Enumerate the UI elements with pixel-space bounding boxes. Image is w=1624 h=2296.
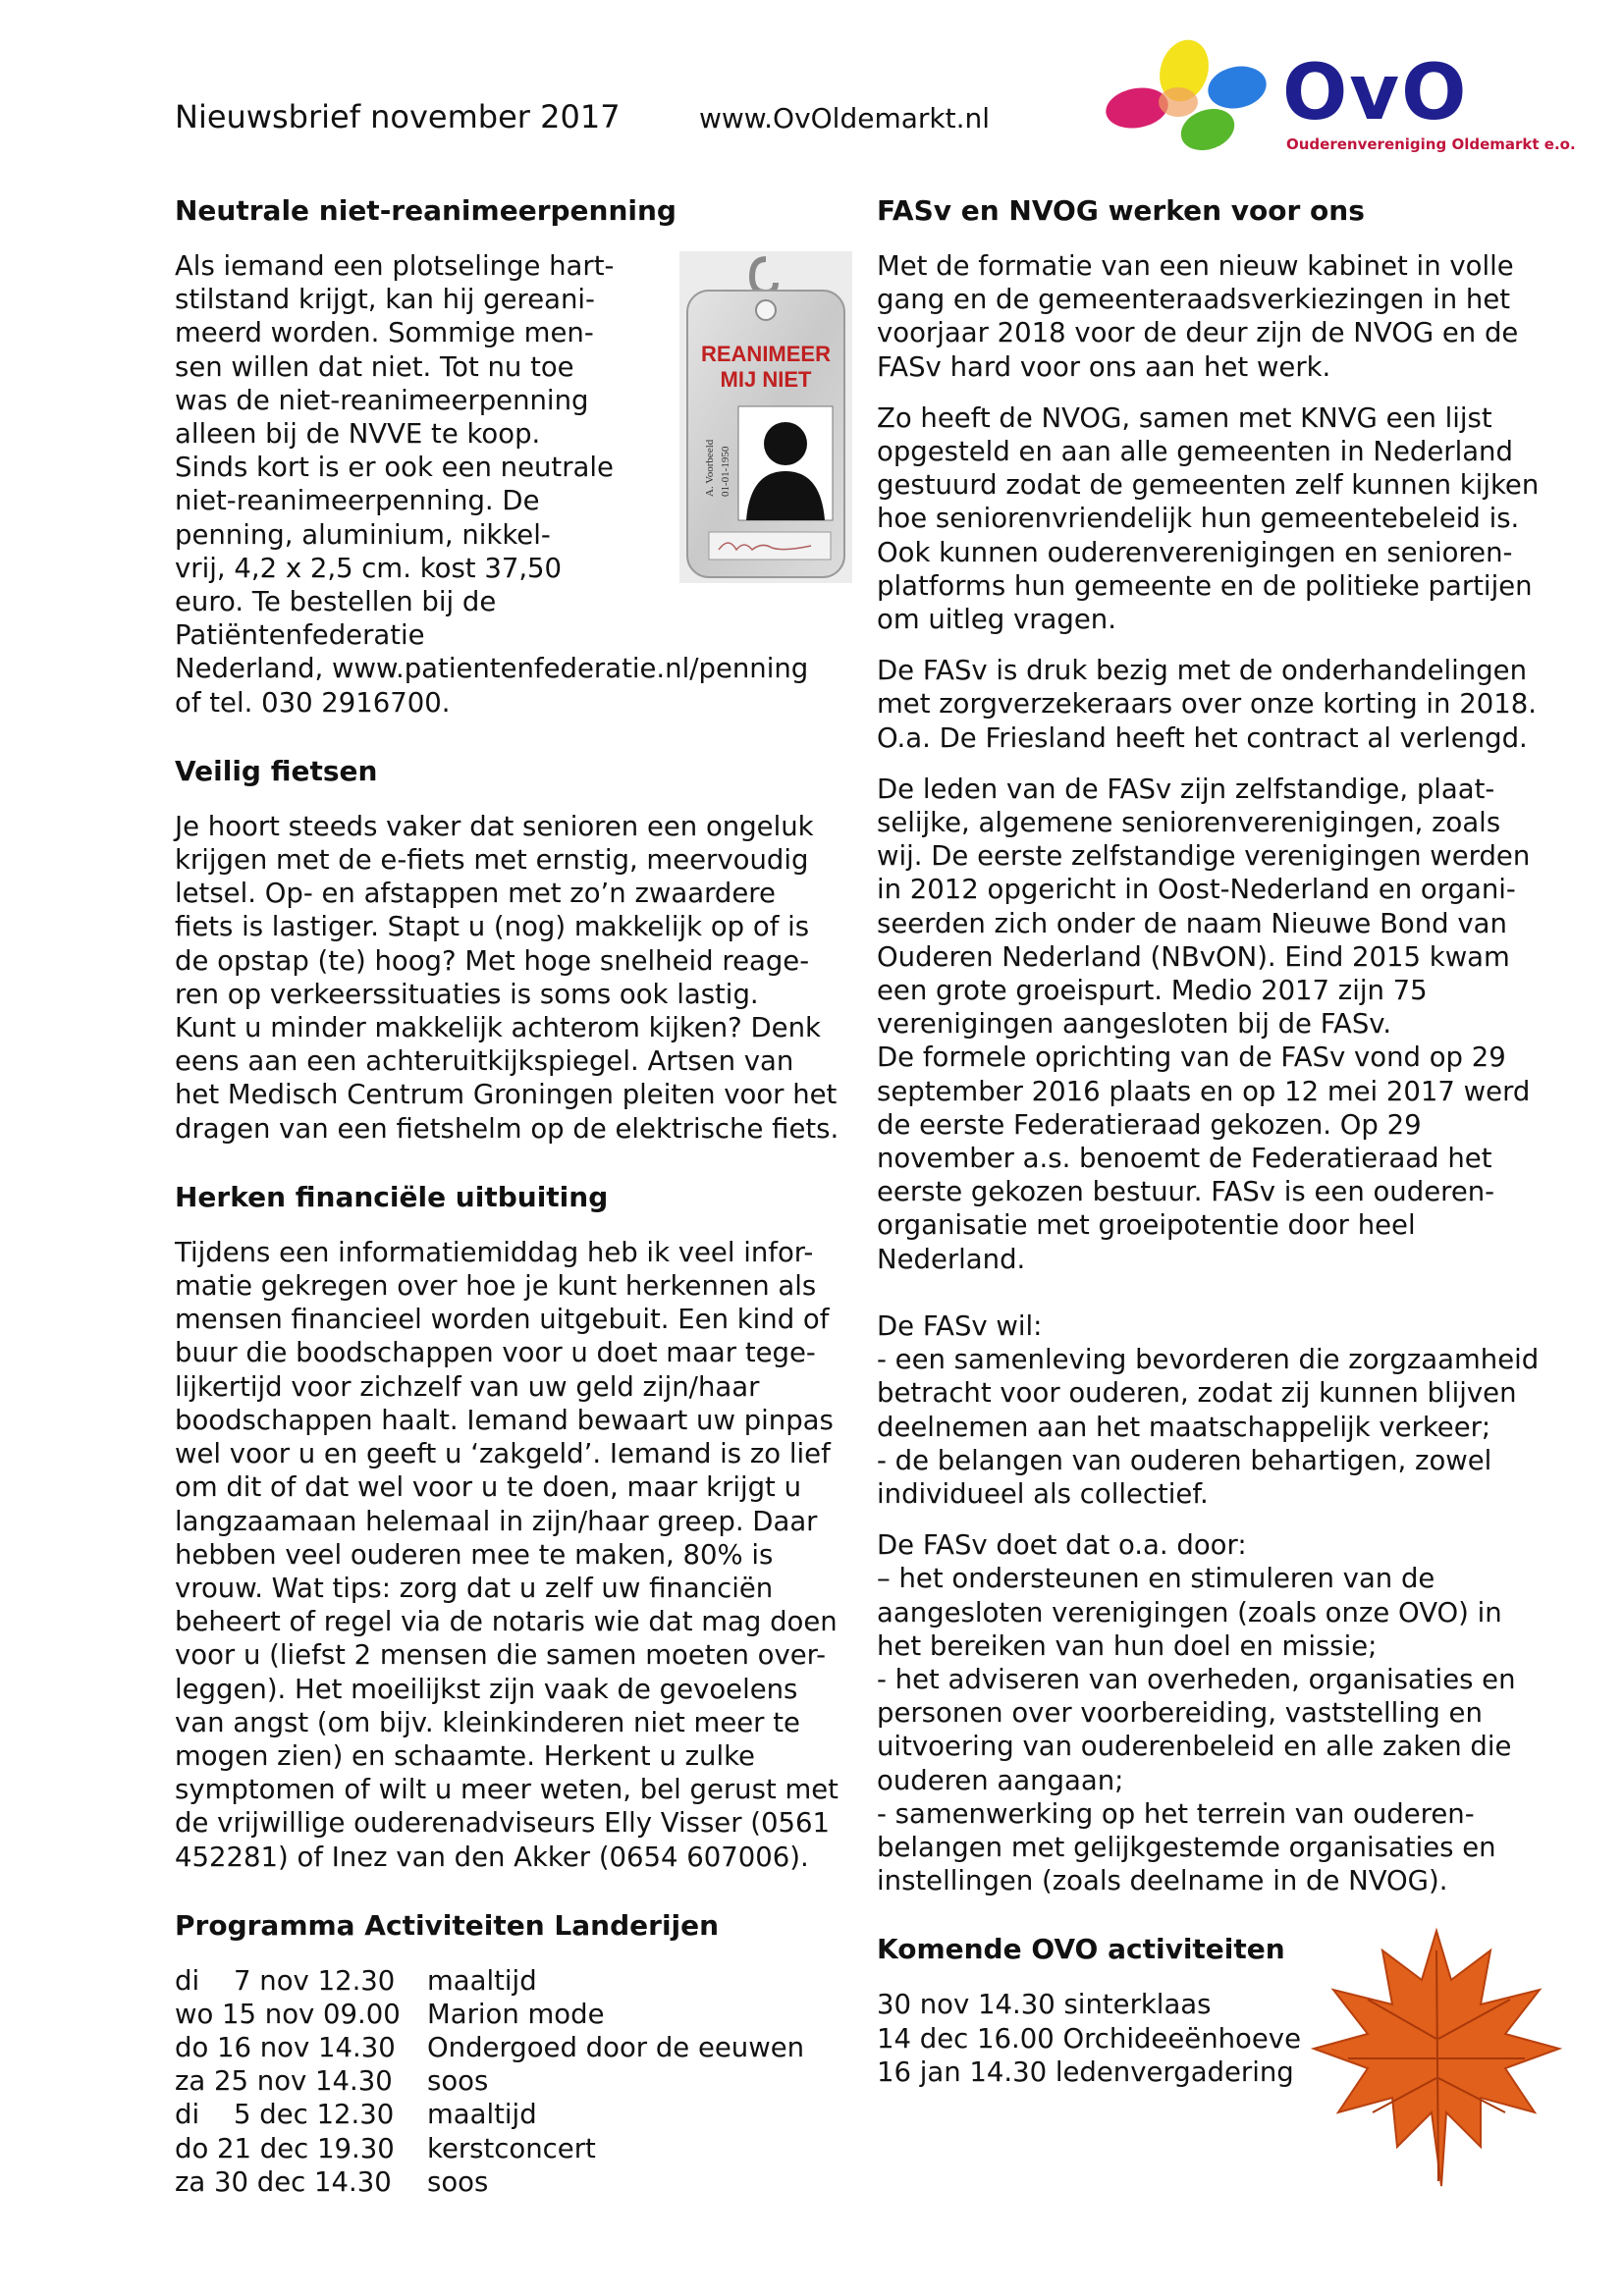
text-line: belangen met gelijkgestemde organisaties en xyxy=(877,1831,1496,1863)
text-line: gestuurd zodat de gemeenten zelf kunnen kijken xyxy=(877,469,1540,502)
text-line: om uitleg vragen. xyxy=(877,604,1116,636)
program-row xyxy=(175,2064,862,2098)
program-datetime: do 21 dec 19.30 xyxy=(175,2132,395,2164)
text-line: voor u (liefst 2 mensen die samen moeten over- xyxy=(175,1639,827,1672)
program-activity: soos xyxy=(427,2165,489,2198)
text-line: de opstap (te) hoog? Met hoge snelheid reage- xyxy=(175,944,810,977)
program-row xyxy=(175,2098,862,2131)
text-line: wel voor u en geeft u ‘zakgeld’. Iemand is zo lief xyxy=(175,1438,831,1470)
text-line: eerste gekozen bestuur. FASv is een ouderen- xyxy=(877,1176,1495,1208)
program-activity: Ondergoed door de eeuwen xyxy=(427,2032,805,2064)
text-line: het Medisch Centrum Groningen pleiten voor het xyxy=(175,1079,838,1111)
list-item xyxy=(877,1562,1564,1663)
text-line: verenigingen aangesloten bij de FASv. xyxy=(877,1008,1392,1041)
ovo-logo xyxy=(1098,33,1576,161)
section-heading: Herken financiële uitbuiting xyxy=(175,1180,609,1213)
text-line: seerden zich onder de naam Nieuwe Bond van xyxy=(877,907,1507,939)
text-line: Als iemand een plotselinge hart- xyxy=(175,250,615,282)
section-penning xyxy=(175,192,862,720)
list-intro: De FASv wil: xyxy=(877,1309,1043,1342)
text-line: een grote groeispurt. Medio 2017 zijn 75 xyxy=(877,975,1428,1007)
text-line: Zo heeft de NVOG, samen met KNVG een lijst xyxy=(877,401,1492,434)
text-line: vrouw. Wat tips: zorg dat u zelf uw financiën xyxy=(175,1572,774,1604)
section-programma-landerijen xyxy=(175,1907,862,2199)
text-line: Ouderen Nederland (NBvON). Eind 2015 kwam xyxy=(877,940,1510,973)
activity-item: 14 dec 16.00 Orchideeënhoeve xyxy=(877,2022,1301,2055)
section-fasv-nvog xyxy=(877,192,1564,1897)
program-activity: kerstconcert xyxy=(427,2132,596,2164)
text-line: de vrijwillige ouderenadviseurs Elly Visser (0561 xyxy=(175,1807,830,1840)
text-line: - het adviseren van overheden, organisaties en xyxy=(877,1663,1516,1695)
text-line: aangesloten verenigingen (zoals onze OVO) in xyxy=(877,1596,1502,1629)
text-line: voorjaar 2018 voor de deur zijn de NVOG en de xyxy=(877,317,1519,349)
logo-subtitle: Ouderenvereniging Oldemarkt e.o. xyxy=(1286,135,1576,153)
penning-date: 01-01-1950 xyxy=(720,446,731,497)
logo-wordmark: OvO xyxy=(1282,49,1469,137)
text-line: was de niet-reanimeerpenning xyxy=(175,384,589,416)
text-line: het bereiken van hun doel en missie; xyxy=(877,1629,1378,1662)
program-row xyxy=(175,1964,862,1998)
text-line: De leden van de FASv zijn zelfstandige, plaat- xyxy=(877,773,1495,805)
text-line: - een samenleving bevorderen die zorgzaamheid xyxy=(877,1344,1540,1376)
section-heading: Programma Activiteiten Landerijen xyxy=(175,1908,720,1942)
text-line: Ook kunnen ouderenverenigingen en senioren- xyxy=(877,536,1513,568)
program-activity: soos xyxy=(427,2065,489,2098)
program-activity: Marion mode xyxy=(427,1998,605,2030)
activity-item: 30 nov 14.30 sinterklaas xyxy=(877,1989,1212,2021)
text-line: O.a. De Friesland heeft het contract al verlengd. xyxy=(877,721,1528,754)
program-datetime: do 16 nov 14.30 xyxy=(175,2032,396,2064)
text-line: alleen bij de NVVE te koop. xyxy=(175,418,541,451)
text-line: penning, aluminium, nikkel- xyxy=(175,518,551,551)
text-line: sen willen dat niet. Tot nu toe xyxy=(175,350,574,383)
text-line: – het ondersteunen en stimuleren van de xyxy=(877,1563,1435,1595)
text-line: om dit of dat wel voor u te doen, maar krijgt u xyxy=(175,1471,802,1504)
text-line: meerd worden. Sommige men- xyxy=(175,317,594,349)
text-line: eens aan een achteruitkijkspiegel. Artsen van xyxy=(175,1045,794,1078)
text-line: november a.s. benoemt de Federatieraad het xyxy=(877,1143,1492,1175)
paragraph xyxy=(877,401,1564,636)
text-line: van angst (om bijv. kleinkinderen niet meer te xyxy=(175,1706,800,1738)
text-line: mensen financieel worden uitgebuit. Een kind of xyxy=(175,1304,830,1336)
left-column xyxy=(175,192,862,2199)
text-line: uitvoering van ouderenbeleid en alle zaken die xyxy=(877,1731,1512,1763)
text-line: - de belangen van ouderen behartigen, zowel xyxy=(877,1444,1492,1476)
text-line: met zorgverzekeraars over onze korting in 2018. xyxy=(877,688,1537,721)
text-line: instellingen (zoals deelname in de NVOG). xyxy=(877,1865,1448,1897)
program-datetime: za 30 dec 14.30 xyxy=(175,2165,392,2198)
list-item xyxy=(877,1797,1564,1898)
program-row xyxy=(175,2165,862,2199)
penning-name: A. Voorbeeld xyxy=(704,439,716,497)
text-line: letsel. Op- en afstappen met zo’n zwaardere xyxy=(175,878,776,910)
text-line: krijgen met de e-fiets met ernstig, meervoudig xyxy=(175,844,809,877)
text-line: leggen). Het moeilijkst zijn vaak de gevoelens xyxy=(175,1673,798,1705)
text-line: niet-reanimeerpenning. De xyxy=(175,485,540,517)
text-line: betracht voor ouderen, zodat zij kunnen blijven xyxy=(877,1377,1517,1410)
autumn-leaf-icon xyxy=(1294,1911,1579,2196)
list-intro: De FASv doet dat o.a. door: xyxy=(877,1529,1247,1562)
text-line: lijkertijd voor zichzelf van uw geld zijn/haar xyxy=(175,1370,760,1403)
program-datetime: di 5 dec 12.30 xyxy=(175,2099,395,2131)
text-line: boodschappen haalt. Iemand bewaart uw pinpas xyxy=(175,1404,834,1436)
text-line: hoe seniorenvriendelijk hun gemeentebeleid is. xyxy=(877,503,1520,535)
website-url[interactable]: www.OvOldemarkt.nl xyxy=(699,102,991,134)
section-heading: FASv en NVOG werken voor ons xyxy=(877,194,1365,227)
text-line: opgesteld en aan alle gemeenten in Nederland xyxy=(877,436,1513,468)
paragraph xyxy=(877,773,1564,1276)
penning-text-line2: MIJ NIET xyxy=(720,367,812,392)
program-activity: maaltijd xyxy=(427,1964,537,1997)
text-line: euro. Te bestellen bij de Patiëntenfederatie xyxy=(175,586,497,652)
text-line-link: Nederland, www.patientenfederatie.nl/penning xyxy=(175,653,809,685)
text-line: dragen van een fietshelm op de elektrische fiets. xyxy=(175,1112,839,1145)
section-heading: Neutrale niet-reanimeerpenning xyxy=(175,194,677,227)
text-line: mogen zien) en schaamte. Herkent u zulke xyxy=(175,1739,755,1772)
section-veilig-fietsen xyxy=(175,753,862,1146)
text-line: Je hoort steeds vaker dat senioren een ongeluk xyxy=(175,810,814,842)
text-line: Met de formatie van een nieuw kabinet in volle xyxy=(877,250,1514,282)
text-line: buur die boodschappen voor u doet maar tege- xyxy=(175,1337,816,1369)
text-line: Nederland. xyxy=(877,1243,1026,1275)
program-row xyxy=(175,2132,862,2165)
list-item xyxy=(877,1343,1564,1444)
text-line: individueel als collectief. xyxy=(877,1477,1209,1510)
text-line: 452281) of Inez van den Akker (0654 607006). xyxy=(175,1841,809,1873)
logo-balloons-icon xyxy=(1098,33,1294,161)
section-heading: Veilig fietsen xyxy=(175,754,378,787)
text-line: - samenwerking op het terrein van ouderen- xyxy=(877,1797,1475,1830)
text-line: wij. De eerste zelfstandige verenigingen werden xyxy=(877,840,1531,873)
newsletter-title: Nieuwsbrief november 2017 xyxy=(175,98,621,135)
paragraph xyxy=(877,249,1564,384)
text-line: stilstand krijgt, kan hij gereani- xyxy=(175,284,595,316)
section-heading: Komende OVO activiteiten xyxy=(877,1933,1285,1966)
text-line: of tel. 030 2916700. xyxy=(175,686,451,719)
section-komende-activiteiten xyxy=(877,1931,1564,2089)
text-line: Sinds kort is er ook een neutrale xyxy=(175,452,614,484)
text-line: hebben veel ouderen mee te maken, 80% is xyxy=(175,1538,774,1571)
text-line: Tijdens een informatiemiddag heb ik veel infor- xyxy=(175,1236,814,1268)
text-line: langzaamaan helemaal in zijn/haar greep. Daar xyxy=(175,1505,818,1537)
text-line: gang en de gemeenteraadsverkiezingen in het xyxy=(877,284,1511,316)
text-line: symptomen of wilt u meer weten, bel gerust met xyxy=(175,1774,839,1806)
text-line: personen over voorbereiding, vaststelling en xyxy=(877,1697,1483,1730)
program-datetime: wo 15 nov 09.00 xyxy=(175,1998,401,2030)
list-item xyxy=(877,1663,1564,1797)
text-line: ouderen aangaan; xyxy=(877,1764,1124,1796)
text-line: de eerste Federatieraad gekozen. Op 29 xyxy=(877,1108,1422,1141)
reanimeer-penning-image xyxy=(679,251,852,583)
program-row xyxy=(175,2031,862,2064)
list-item xyxy=(877,1444,1564,1511)
text-line: platforms hun gemeente en de politieke partijen xyxy=(877,569,1533,602)
program-row xyxy=(175,1998,862,2031)
program-activity: maaltijd xyxy=(427,2099,537,2131)
text-line: in 2012 opgericht in Oost-Nederland en organi- xyxy=(877,874,1516,906)
text-line: De formele oprichting van de FASv vond op 29 xyxy=(877,1041,1506,1074)
text-line: organisatie met groeipotentie door heel xyxy=(877,1209,1416,1242)
text-line: deelnemen aan het maatschappelijk verkeer; xyxy=(877,1411,1491,1443)
text-line: Kunt u minder makkelijk achterom kijken? Denk xyxy=(175,1012,821,1044)
section-financiele-uitbuiting xyxy=(175,1179,862,1874)
right-column xyxy=(877,192,1564,2089)
text-line: vrij, 4,2 x 2,5 cm. kost 37,50 xyxy=(175,552,563,584)
text-line: beheert of regel via de notaris wie dat mag doen xyxy=(175,1606,838,1638)
paragraph xyxy=(877,654,1564,755)
text-line: FASv hard voor ons aan het werk. xyxy=(877,350,1331,383)
penning-text-line1: REANIMEER xyxy=(700,342,832,366)
text-line: ren op verkeerssituaties is soms ook lastig. xyxy=(175,978,759,1010)
program-datetime: za 25 nov 14.30 xyxy=(175,2065,393,2098)
text-line: fiets is lastiger. Stapt u (nog) makkelijk op of is xyxy=(175,911,810,943)
text-line: De FASv is druk bezig met de onderhandelingen xyxy=(877,655,1528,687)
text-line: selijke, algemene seniorenverenigingen, zoals xyxy=(877,807,1501,839)
text-line: matie gekregen over hoe je kunt herkennen als xyxy=(175,1270,817,1303)
activity-item: 16 jan 14.30 ledenvergadering xyxy=(877,2056,1294,2088)
program-datetime: di 7 nov 12.30 xyxy=(175,1964,396,1997)
text-line: september 2016 plaats en op 12 mei 2017 werd xyxy=(877,1075,1531,1107)
